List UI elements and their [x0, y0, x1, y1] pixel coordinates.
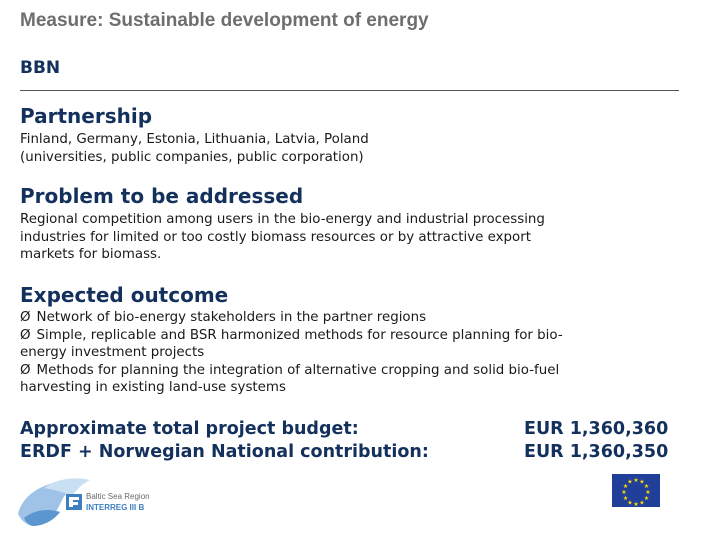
svg-text:★: ★: [622, 495, 629, 502]
outcome-item: Ø Network of bio-energy stakeholders in the partner regions: [20, 309, 700, 327]
outcome-item: Ø Methods for planning the integration of alternative cropping and solid bio-fuel: [20, 362, 700, 380]
partnership-text: [20, 131, 700, 166]
svg-text:★: ★: [633, 477, 639, 484]
partnership-line: (universities, public companies, public corporation): [20, 149, 364, 165]
problem-line: markets for biomass.: [20, 247, 162, 262]
logo-line2: INTERREG III B: [86, 503, 145, 512]
svg-text:★: ★: [643, 495, 650, 502]
budget-values: [524, 418, 668, 464]
problem-line: Regional competition among users in the bio-energy and industrial processing: [20, 212, 545, 227]
interreg-logo-graphic: [14, 470, 164, 532]
svg-text:★: ★: [633, 501, 639, 507]
svg-text:★: ★: [639, 478, 645, 486]
problem-heading: Problem to be addressed: [20, 184, 304, 208]
outcome-list: [20, 309, 700, 397]
partnership-line: Finland, Germany, Estonia, Lithuania, Latvia, Poland: [20, 132, 369, 147]
svg-text:★: ★: [622, 483, 629, 490]
header-divider: [20, 90, 679, 91]
eu-stars: [612, 474, 660, 507]
problem-text: [20, 211, 700, 264]
outcome-item: Ø Simple, replicable and BSR harmonized methods for resource planning for bio-: [20, 327, 700, 345]
problem-line: industries for limited or too costly biomass resources or by attractive export: [20, 229, 531, 245]
logo-line1: Baltic Sea Region: [86, 492, 150, 501]
svg-text:★: ★: [627, 478, 633, 486]
project-name: BBN: [20, 58, 61, 78]
outcome-heading: Expected outcome: [20, 283, 229, 307]
svg-text:★: ★: [645, 489, 651, 496]
svg-text:★: ★: [643, 483, 650, 490]
eu-flag-icon: [612, 474, 660, 507]
total-budget-label: Approximate total project budget:: [20, 419, 359, 439]
svg-text:★: ★: [639, 499, 645, 507]
outcome-item-continuation: energy investment projects: [20, 345, 205, 360]
svg-text:★: ★: [627, 499, 633, 507]
budget-labels: [20, 418, 429, 464]
baltic-sea-region-interreg-logo: [14, 470, 164, 532]
measure-title: Measure: Sustainable development of energy: [20, 10, 429, 31]
total-budget-value: EUR 1,360,360: [524, 419, 669, 439]
erdf-label: ERDF + Norwegian National contribution:: [20, 442, 429, 462]
partnership-heading: Partnership: [20, 104, 153, 128]
erdf-value: EUR 1,360,350: [524, 442, 669, 462]
svg-text:★: ★: [621, 489, 627, 496]
outcome-item-continuation: harvesting in existing land-use systems: [20, 380, 286, 395]
